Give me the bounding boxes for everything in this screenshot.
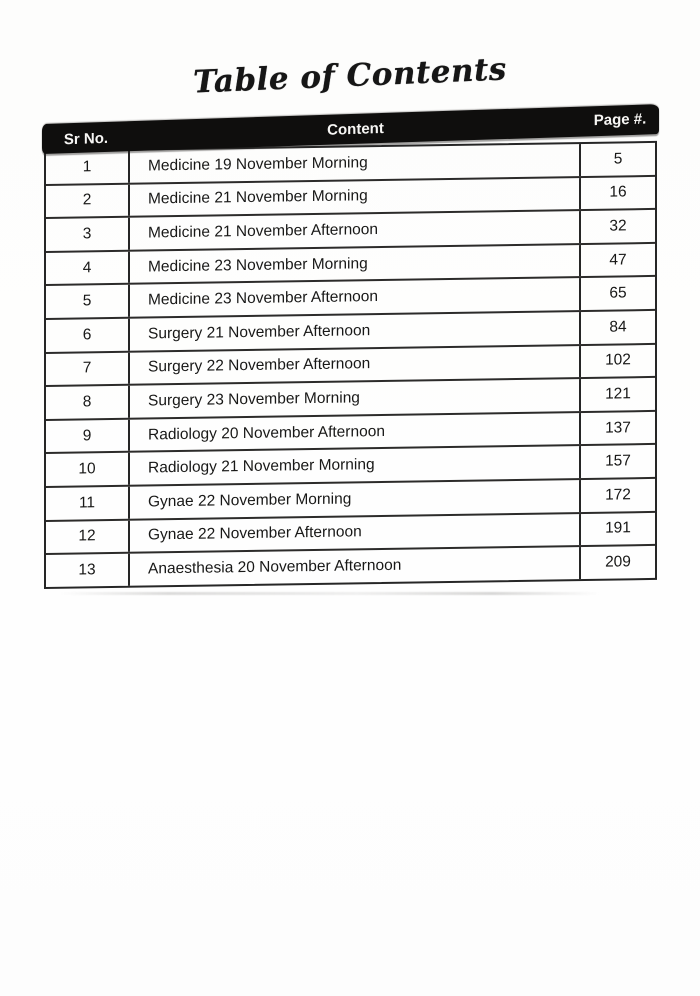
cell-page-number: 209 (605, 553, 631, 571)
cell-page-number: 172 (605, 486, 631, 504)
cell-sr-no: 9 (46, 419, 130, 452)
header-page-number: Page #. (593, 109, 647, 129)
cell-page-number: 16 (609, 183, 627, 202)
scan-smudge (60, 592, 600, 595)
cell-sr-no: 7 (46, 352, 130, 385)
cell-sr-no: 1 (46, 151, 130, 184)
cell-page-number: 102 (605, 351, 631, 370)
cell-sr-no: 3 (46, 218, 130, 251)
cell-content: Medicine 21 November Morning (130, 178, 581, 216)
page-title: Table of Contents (192, 51, 508, 101)
cell-content: Medicine 23 November Afternoon (130, 278, 581, 316)
toc-table (44, 109, 657, 589)
cell-page-number: 84 (609, 318, 627, 336)
cell-page-number: 121 (605, 385, 631, 403)
cell-content: Radiology 21 November Morning (130, 446, 581, 484)
cell-sr-no: 6 (46, 319, 130, 352)
cell-page-number: 5 (613, 150, 623, 168)
cell-page-number: 157 (605, 452, 631, 470)
table-body (44, 141, 657, 589)
cell-sr-no: 13 (46, 554, 130, 587)
cell-sr-no: 4 (46, 252, 130, 285)
cell-sr-no: 12 (46, 520, 130, 553)
cell-content: Medicine 23 November Morning (130, 245, 581, 283)
cell-sr-no: 5 (46, 285, 130, 318)
cell-page-number: 47 (609, 250, 627, 269)
cell-content: Gynae 22 November Afternoon (130, 514, 581, 552)
cell-sr-no: 2 (46, 184, 130, 217)
header-content: Content (327, 119, 384, 139)
cell-sr-no: 11 (46, 487, 130, 520)
cell-content: Medicine 21 November Afternoon (130, 211, 581, 249)
cell-sr-no: 8 (46, 386, 130, 419)
cell-content: Medicine 19 November Morning (130, 144, 581, 182)
header-sr-no: Sr No. (63, 129, 109, 149)
cell-content: Surgery 23 November Morning (130, 379, 581, 417)
cell-content: Radiology 20 November Afternoon (130, 413, 581, 451)
cell-page-number: 191 (605, 519, 631, 538)
cell-page-number: 137 (605, 418, 631, 437)
cell-page-number: 65 (609, 284, 627, 302)
cell-content: Surgery 21 November Afternoon (130, 312, 581, 350)
cell-sr-no: 10 (46, 453, 130, 486)
cell-content: Anaesthesia 20 November Afternoon (130, 547, 581, 585)
cell-content: Gynae 22 November Morning (130, 480, 581, 518)
cell-content: Surgery 22 November Afternoon (130, 346, 581, 384)
cell-page-number: 32 (609, 217, 627, 235)
